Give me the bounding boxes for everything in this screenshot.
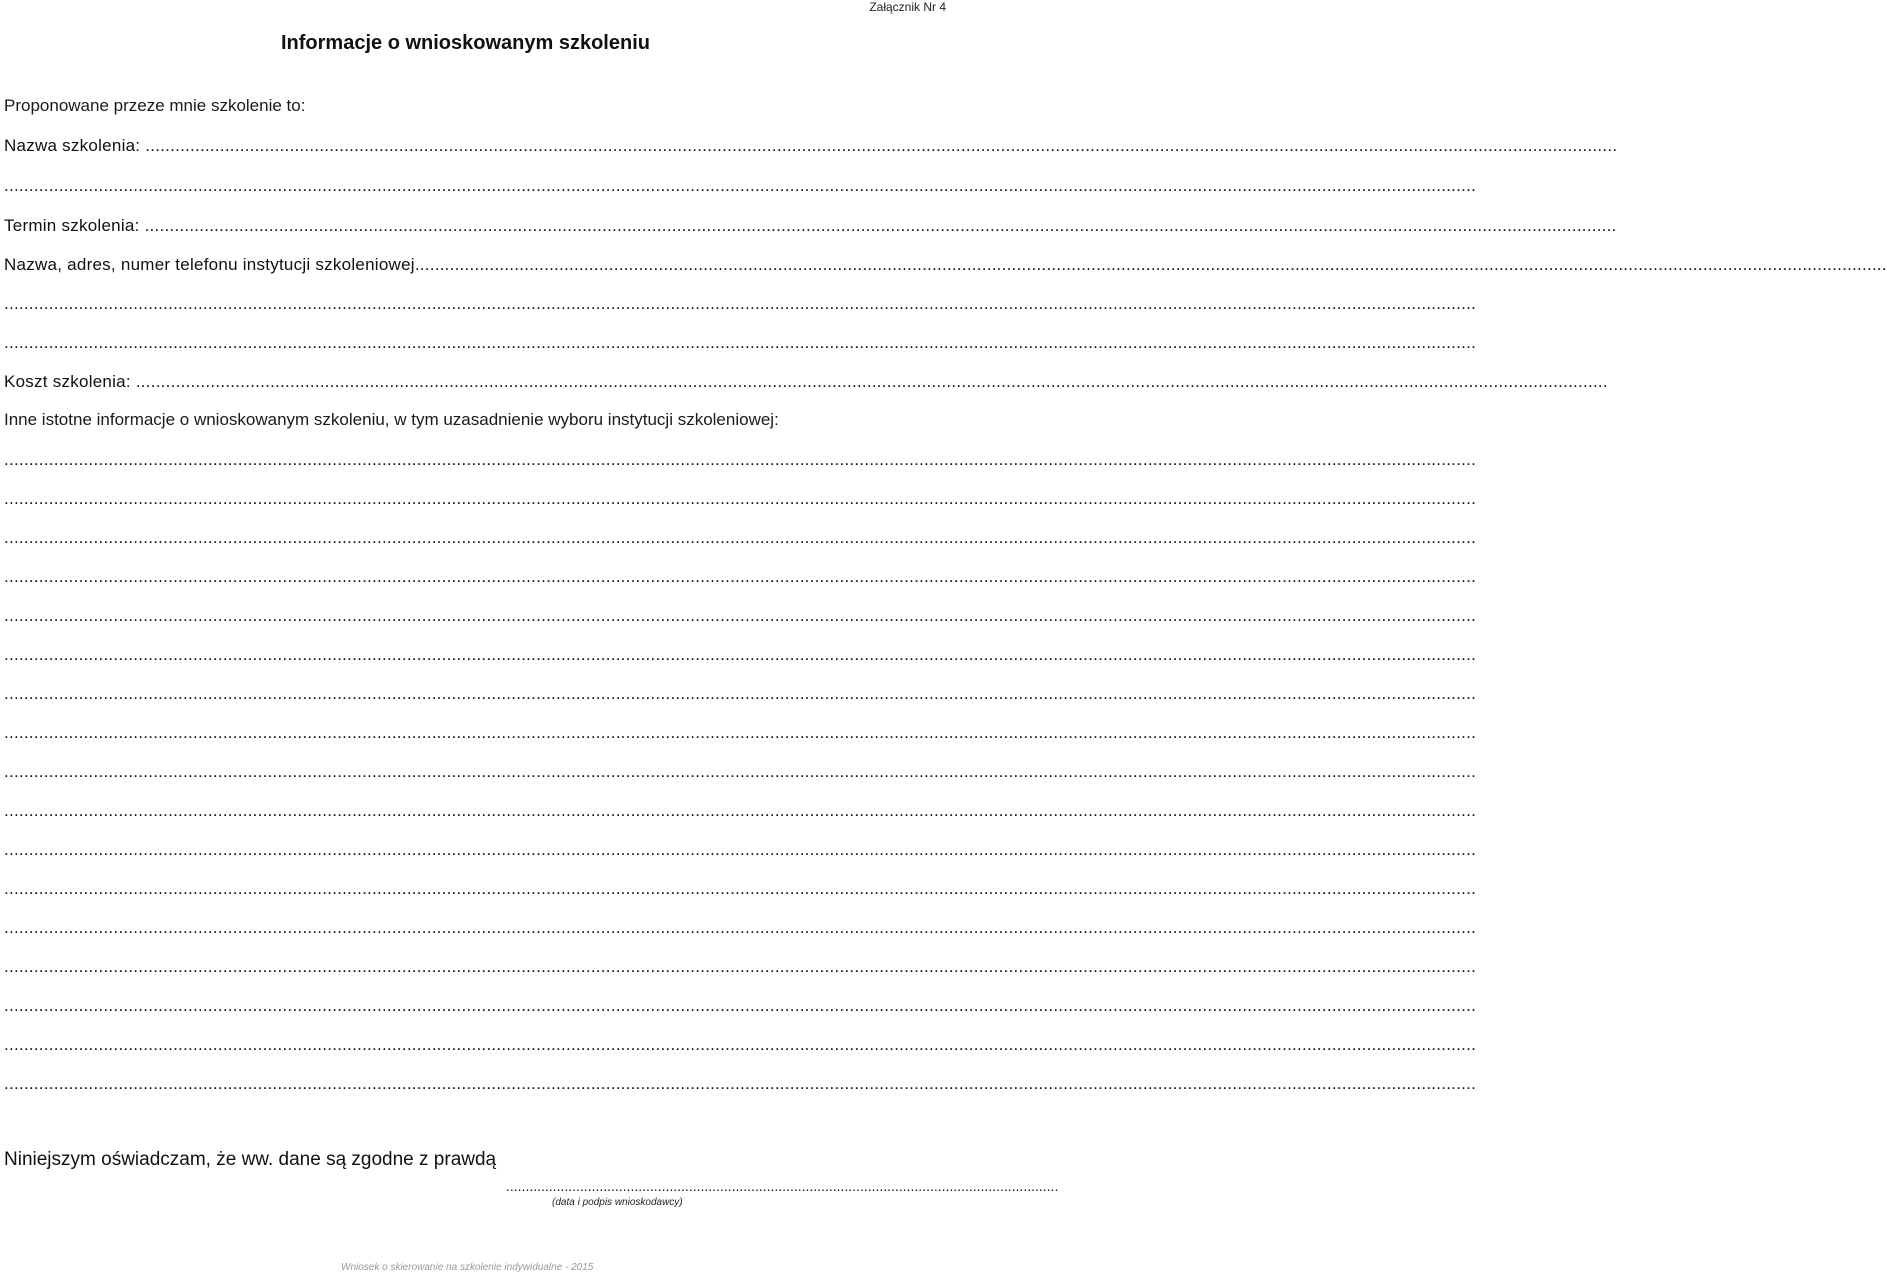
fill-dots: ........................................................................................................................................................................................................................................................................................................ bbox=[145, 136, 1618, 155]
fill-dots: ........................................................................................................................................................................................................................................................................................................ bbox=[4, 762, 1477, 781]
signature-caption: (data i podpis wnioskodawcy) bbox=[552, 1197, 683, 1208]
fill-dots: ........................................................................................................................................................................................................................................................................................................ bbox=[144, 216, 1617, 235]
page-title: Informacje o wnioskowanym szkoleniu bbox=[281, 32, 650, 54]
cost-field[interactable] bbox=[4, 372, 1608, 392]
other-info-label: Inne istotne informacje o wnioskowanym szkoleniu, w tym uzasadnienie wyboru instytucji szkoleniowej: bbox=[4, 410, 779, 429]
training-name-label: Nazwa szkolenia: bbox=[4, 136, 146, 155]
other-info-line[interactable] bbox=[4, 450, 1477, 470]
training-date-label: Termin szkolenia: bbox=[4, 216, 145, 235]
fill-dots: ........................................................................................................................................................................................................................................................................................................ bbox=[4, 957, 1477, 976]
other-info-line[interactable] bbox=[4, 645, 1477, 665]
intro-text: Proponowane przeze mnie szkolenie to: bbox=[4, 96, 306, 115]
other-info-line[interactable] bbox=[4, 879, 1477, 899]
other-info-line[interactable] bbox=[4, 567, 1477, 587]
fill-dots: ........................................................................................................................................................................................................................................................................................................ bbox=[4, 567, 1477, 586]
institution-label: Nazwa, adres, numer telefonu instytucji szkoleniowej bbox=[4, 255, 415, 274]
fill-dots: ........................................................................................................................................................................................................................................................................................................ bbox=[4, 645, 1477, 664]
fill-dots: ........................................................................................................................................................................................................................................................................................................ bbox=[4, 450, 1477, 469]
signature-field[interactable]: .............................................................................................................................................. bbox=[506, 1178, 1059, 1194]
training-name-continuation-line[interactable] bbox=[4, 176, 1477, 196]
other-info-line[interactable] bbox=[4, 840, 1477, 860]
fill-dots: ........................................................................................................................................................................................................................................................................................................ bbox=[135, 372, 1608, 391]
fill-dots: ........................................................................................................................................................................................................................................................................................................ bbox=[4, 528, 1477, 547]
declaration-text: Niniejszym oświadczam, że ww. dane są zgodne z prawdą bbox=[4, 1149, 497, 1170]
other-info-line[interactable] bbox=[4, 801, 1477, 821]
fill-dots: ........................................................................................................................................................................................................................................................................................................ bbox=[4, 996, 1477, 1015]
footer-text: Wniosek o skierowanie na szkolenie indywidualne - 2015 bbox=[341, 1262, 594, 1273]
fill-dots: ........................................................................................................................................................................................................................................................................................................ bbox=[4, 723, 1477, 742]
fill-dots: ........................................................................................................................................................................................................................................................................................................ bbox=[4, 294, 1477, 313]
other-info-line[interactable] bbox=[4, 723, 1477, 743]
fill-dots: ........................................................................................................................................................................................................................................................................................................ bbox=[4, 489, 1477, 508]
fill-dots: ........................................................................................................................................................................................................................................................................................................ bbox=[4, 801, 1477, 820]
fill-dots: ........................................................................................................................................................................................................................................................................................................ bbox=[4, 333, 1477, 352]
annex-label: Załącznik Nr 4 bbox=[869, 0, 946, 14]
other-info-line[interactable] bbox=[4, 1035, 1477, 1055]
cost-label: Koszt szkolenia: bbox=[4, 372, 136, 391]
other-info-line[interactable] bbox=[4, 996, 1477, 1016]
fill-dots: ........................................................................................................................................................................................................................................................................................................ bbox=[4, 1074, 1477, 1093]
training-date-field[interactable] bbox=[4, 216, 1617, 236]
other-info-line[interactable] bbox=[4, 606, 1477, 626]
fill-dots: ........................................................................................................................................................................................................................................................................................................ bbox=[4, 176, 1477, 195]
institution-continuation-line[interactable] bbox=[4, 333, 1477, 353]
other-info-line[interactable] bbox=[4, 762, 1477, 782]
fill-dots: ........................................................................................................................................................................................................................................................................................................ bbox=[414, 255, 1887, 274]
fill-dots: ........................................................................................................................................................................................................................................................................................................ bbox=[4, 684, 1477, 703]
other-info-line[interactable] bbox=[4, 489, 1477, 509]
other-info-line[interactable] bbox=[4, 528, 1477, 548]
fill-dots: ........................................................................................................................................................................................................................................................................................................ bbox=[4, 840, 1477, 859]
institution-continuation-line[interactable] bbox=[4, 294, 1477, 314]
other-info-line[interactable] bbox=[4, 684, 1477, 704]
fill-dots: ........................................................................................................................................................................................................................................................................................................ bbox=[4, 879, 1477, 898]
training-name-field[interactable] bbox=[4, 136, 1618, 156]
fill-dots: ........................................................................................................................................................................................................................................................................................................ bbox=[4, 1035, 1477, 1054]
other-info-line[interactable] bbox=[4, 918, 1477, 938]
institution-field[interactable] bbox=[4, 255, 1887, 275]
fill-dots: ........................................................................................................................................................................................................................................................................................................ bbox=[4, 918, 1477, 937]
other-info-line[interactable] bbox=[4, 957, 1477, 977]
fill-dots: ........................................................................................................................................................................................................................................................................................................ bbox=[4, 606, 1477, 625]
other-info-line[interactable] bbox=[4, 1074, 1477, 1094]
